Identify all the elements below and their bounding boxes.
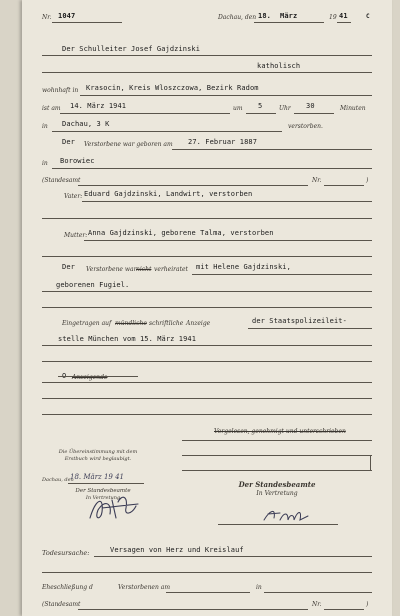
religion-rule xyxy=(42,72,372,73)
marriage-suffix: verheiratet xyxy=(154,266,188,273)
mother-label: Mutter: xyxy=(64,232,88,239)
deceased-residence: Krasocin, Kreis Wloszczowa, Bezirk Radom xyxy=(86,84,259,92)
footer-standesamt: (Standesamt xyxy=(42,601,81,608)
approval-rule-1 xyxy=(182,440,372,441)
approval-rule-3 xyxy=(182,470,372,471)
certificate-sheet xyxy=(22,0,392,616)
date-rule xyxy=(254,22,324,23)
cause-rule-1 xyxy=(94,556,372,557)
year-suffix: 41 xyxy=(339,12,348,20)
cert-left-title: Der Standesbeamte xyxy=(75,488,131,494)
authority-line-2: stelle München vom 15. März 1941 xyxy=(58,335,197,343)
death-verstorben: verstorben. xyxy=(288,123,323,130)
authority-rule-2 xyxy=(42,345,372,346)
nr-label: Nr. xyxy=(42,14,52,21)
residence-rule xyxy=(80,95,372,96)
authority-line-1: der Staatspolizeileit- xyxy=(252,317,347,325)
deceased-religion: katholisch xyxy=(257,62,301,70)
birth-der: Der xyxy=(62,138,75,146)
death-date-rule xyxy=(60,113,230,114)
spouse-rule-3 xyxy=(42,307,372,308)
death-ist-am: ist am xyxy=(42,105,61,112)
father-label: Vater: xyxy=(64,193,83,200)
death-minuten: Minuten xyxy=(340,105,366,112)
authority-rule-1 xyxy=(248,328,372,329)
death-minutes: 30 xyxy=(306,102,315,110)
eingetragen-label: Eingetragen auf xyxy=(62,320,112,327)
birth-standesamt: (Standesamt xyxy=(42,177,81,184)
cert-hand-date: 18. März 19 41 xyxy=(70,473,124,481)
footer-nr: Nr. xyxy=(312,601,322,608)
hour-rule xyxy=(246,113,276,114)
approval-bracket xyxy=(370,455,371,470)
birth-standesamt-rule xyxy=(78,185,308,186)
cert-date-rule xyxy=(68,483,144,484)
cause-value: Versagen von Herz und Kreislauf xyxy=(110,546,244,554)
cert-right-sub: In Vertretung xyxy=(256,490,298,497)
footer-standesamt-rule xyxy=(78,609,308,610)
birth-place: Borowiec xyxy=(60,157,95,165)
place-date-prefix: Dachau, den xyxy=(218,14,257,21)
death-hour: 5 xyxy=(258,102,263,110)
ehe-verstorbenen-am: Verstorbenen am xyxy=(118,584,171,591)
birth-label: Verstorbene war geboren am xyxy=(84,141,173,148)
mother-rule-2 xyxy=(42,256,372,257)
footer-nr-rule xyxy=(324,609,364,610)
birth-date-rule xyxy=(172,149,372,150)
death-in-label: in xyxy=(42,123,48,130)
year-rule xyxy=(337,22,351,23)
death-place: Dachau, 3 K xyxy=(62,120,110,128)
father-value: Eduard Gajdzinski, Landwirt, verstorben xyxy=(84,190,253,198)
nr-rule xyxy=(52,22,122,23)
father-rule xyxy=(82,201,372,202)
birth-date: 27. Februar 1887 xyxy=(188,138,258,146)
marriage-struck: nicht xyxy=(136,266,152,273)
cause-label: Todesursache: xyxy=(42,549,90,557)
date-day: 18. xyxy=(258,12,271,20)
cause-rule-2 xyxy=(42,572,372,573)
cert-place-date: Dachau, den xyxy=(42,477,74,483)
muendlich-struck: mündliche xyxy=(115,320,147,327)
death-uhr: Uhr xyxy=(279,105,291,112)
right-signature-rule xyxy=(218,524,338,525)
date-month: März xyxy=(280,12,298,20)
anzeigende-strike-line xyxy=(58,376,138,377)
year-prefix: 19 xyxy=(329,14,337,21)
birth-place-rule xyxy=(52,168,372,169)
birth-nr-rule xyxy=(324,185,364,186)
mother-rule xyxy=(84,240,372,241)
schriftliche: schriftliche xyxy=(149,320,184,327)
anzeige-label: Anzeige xyxy=(186,320,211,327)
left-signature-image xyxy=(82,490,152,524)
death-um: um xyxy=(233,105,243,112)
register-number: 1047 xyxy=(58,12,76,20)
residence-label: wohnhaft in xyxy=(42,87,79,94)
ehe-in-label: in xyxy=(256,584,262,591)
death-date: 14. März 1941 xyxy=(70,102,127,110)
cert-right-title: Der Standesbeamte xyxy=(238,480,316,489)
birth-in-label: in xyxy=(42,160,48,167)
spouse-line-2: geborenen Fugiel. xyxy=(56,281,130,289)
anzeigende-o: O xyxy=(62,372,67,380)
minutes-rule xyxy=(294,113,334,114)
spouse-line-1: mit Helene Gajdzinski, xyxy=(196,263,291,271)
corner-mark: C xyxy=(366,13,370,20)
ehe-label: Eheschließung d xyxy=(42,584,93,591)
cert-left-sub: In Vertretung xyxy=(85,495,121,501)
cert-line-1: Die Übereinstimmung mit dem xyxy=(58,449,138,455)
cert-line-2: Erstbuch wird beglaubigt. xyxy=(64,456,132,462)
birth-nr: Nr. xyxy=(312,177,322,184)
authority-rule-3 xyxy=(42,361,372,362)
marriage-der: Der xyxy=(62,263,75,271)
footer-close: ) xyxy=(366,601,369,608)
approval-rule-2 xyxy=(182,455,372,456)
vorgelesen-struck: Vorgelesen, genehmigt und unterschrieben xyxy=(214,428,346,435)
death-place-rule xyxy=(52,131,282,132)
deceased-name: Der Schulleiter Josef Gajdzinski xyxy=(62,45,201,53)
birth-close: ) xyxy=(366,177,369,184)
marriage-prefix: Verstorbene war xyxy=(86,266,137,273)
name-rule xyxy=(42,55,372,56)
mother-value: Anna Gajdzinski, geborene Talma, verstorben xyxy=(88,229,274,237)
anzeigende-rule-3 xyxy=(42,414,372,415)
spouse-rule-2 xyxy=(42,291,372,292)
anzeigende-struck: Anzeigende xyxy=(72,374,108,381)
anzeigende-rule-2 xyxy=(42,398,372,399)
ehe-place-rule xyxy=(264,592,372,593)
right-signature-image xyxy=(260,504,316,526)
father-rule-2 xyxy=(42,218,372,219)
anzeigende-rule-1 xyxy=(42,382,372,383)
ehe-date-rule xyxy=(166,592,250,593)
spouse-rule-1 xyxy=(192,274,372,275)
